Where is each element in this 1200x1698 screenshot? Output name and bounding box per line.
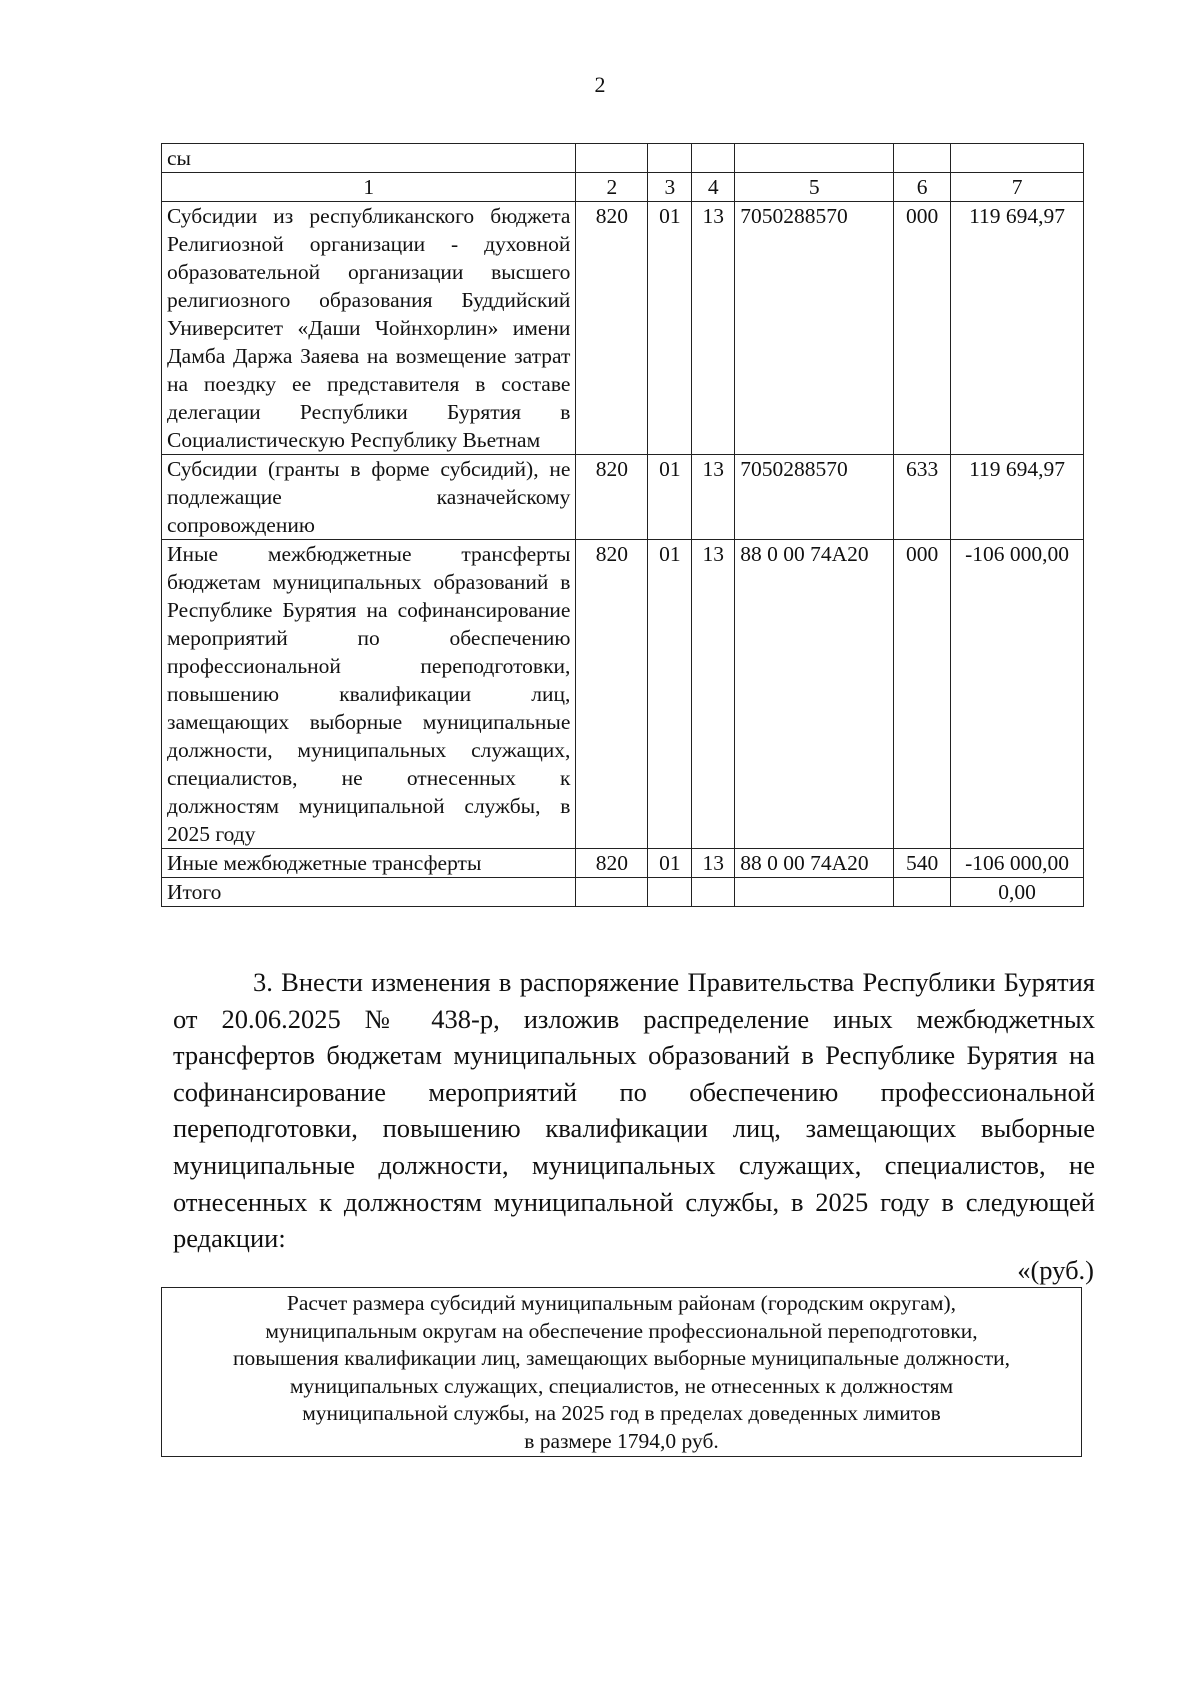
table-total-row xyxy=(162,878,1084,907)
row-col7: 119 694,97 xyxy=(951,455,1084,540)
calc-line: муниципальной службы, на 2025 год в пределах доведенных лимитов xyxy=(302,1401,941,1426)
row-col6: 000 xyxy=(894,540,951,849)
calculation-title-box xyxy=(161,1287,1082,1457)
total-label: Итого xyxy=(162,878,576,907)
row-name: Субсидии из республиканского бюджета Религиозной организации - духовной образовательной организации высшего религиозного образования Буддийский Университет «Даши Чойнхорлин» имени Дамба Даржа Заяева на возмещение затрат на поездку ее представителя в составе делегации Республики Бурятия в Социалистическую Республику Вьетнам xyxy=(162,202,576,455)
total-value: 0,00 xyxy=(951,878,1084,907)
column-number: 2 xyxy=(576,173,648,202)
row-col5: 88 0 00 74А20 xyxy=(735,849,894,878)
row-col4: 13 xyxy=(692,202,735,455)
budget-changes-table xyxy=(161,143,1084,907)
row-col3: 01 xyxy=(648,455,692,540)
column-number: 7 xyxy=(951,173,1084,202)
row-col5: 88 0 00 74А20 xyxy=(735,540,894,849)
table-row-partial-header xyxy=(162,144,1084,173)
row-col4: 13 xyxy=(692,849,735,878)
row-col7: -106 000,00 xyxy=(951,849,1084,878)
table-row xyxy=(162,202,1084,455)
unit-label: «(руб.) xyxy=(1017,1255,1094,1285)
partial-header-cell: сы xyxy=(162,144,576,173)
calc-line: повышения квалификации лиц, замещающих выборные муниципальные должности, xyxy=(232,1346,1011,1371)
calc-line: Расчет размера субсидий муниципальным районам (городским округам), xyxy=(286,1291,957,1315)
table-row xyxy=(162,455,1084,540)
row-name: Субсидии (гранты в форме субсидий), не подлежащие казначейскому сопровождению xyxy=(162,455,576,540)
calc-line: в размере 1794,0 руб. xyxy=(524,1428,719,1453)
column-number: 3 xyxy=(648,173,692,202)
row-col7: -106 000,00 xyxy=(951,540,1084,849)
row-col5: 7050288570 xyxy=(735,202,894,455)
column-number: 1 xyxy=(162,173,576,202)
row-col6: 540 xyxy=(894,849,951,878)
calc-line: муниципальных служащих, специалистов, не отнесенных к должностям xyxy=(289,1373,954,1398)
row-col2: 820 xyxy=(576,540,648,849)
column-number: 5 xyxy=(735,173,894,202)
row-col4: 13 xyxy=(692,540,735,849)
column-number: 4 xyxy=(692,173,735,202)
amendment-paragraph: 3. Внести изменения в распоряжение Правительства Республики Бурятия от 20.06.2025 № 438-р, изложив распределение иных межбюджетных трансфертов бюджетам муниципальных образований в Республике Бурятия на софинансирование мероприятий по обеспечению профессиональной переподготовки, повышению квалификации лиц, замещающих выборные муниципальные должности, муниципальных служащих, специалистов, не отнесенных к должностям муниципальной службы, в 2025 году в следующей редакции: xyxy=(173,967,1095,1254)
row-col3: 01 xyxy=(648,540,692,849)
row-col3: 01 xyxy=(648,202,692,455)
calc-line: муниципальным округам на обеспечение профессиональной переподготовки, xyxy=(265,1318,978,1343)
column-number: 6 xyxy=(894,173,951,202)
row-name: Иные межбюджетные трансферты xyxy=(162,849,576,878)
row-col4: 13 xyxy=(692,455,735,540)
row-col3: 01 xyxy=(648,849,692,878)
row-name: Иные межбюджетные трансферты бюджетам муниципальных образований в Республике Бурятия на софинансирование мероприятий по обеспечению профессиональной переподготовки, повышению квалификации лиц, замещающих выборные муниципальные должности, муниципальных служащих, специалистов, не отнесенных к должностям муниципальной службы, в 2025 году xyxy=(162,540,576,849)
table-row xyxy=(162,540,1084,849)
table-row xyxy=(162,849,1084,878)
row-col2: 820 xyxy=(576,202,648,455)
column-number-row xyxy=(162,173,1084,202)
page-number: 2 xyxy=(594,72,606,97)
row-col7: 119 694,97 xyxy=(951,202,1084,455)
row-col6: 000 xyxy=(894,202,951,455)
row-col2: 820 xyxy=(576,455,648,540)
row-col5: 7050288570 xyxy=(735,455,894,540)
row-col6: 633 xyxy=(894,455,951,540)
row-col2: 820 xyxy=(576,849,648,878)
